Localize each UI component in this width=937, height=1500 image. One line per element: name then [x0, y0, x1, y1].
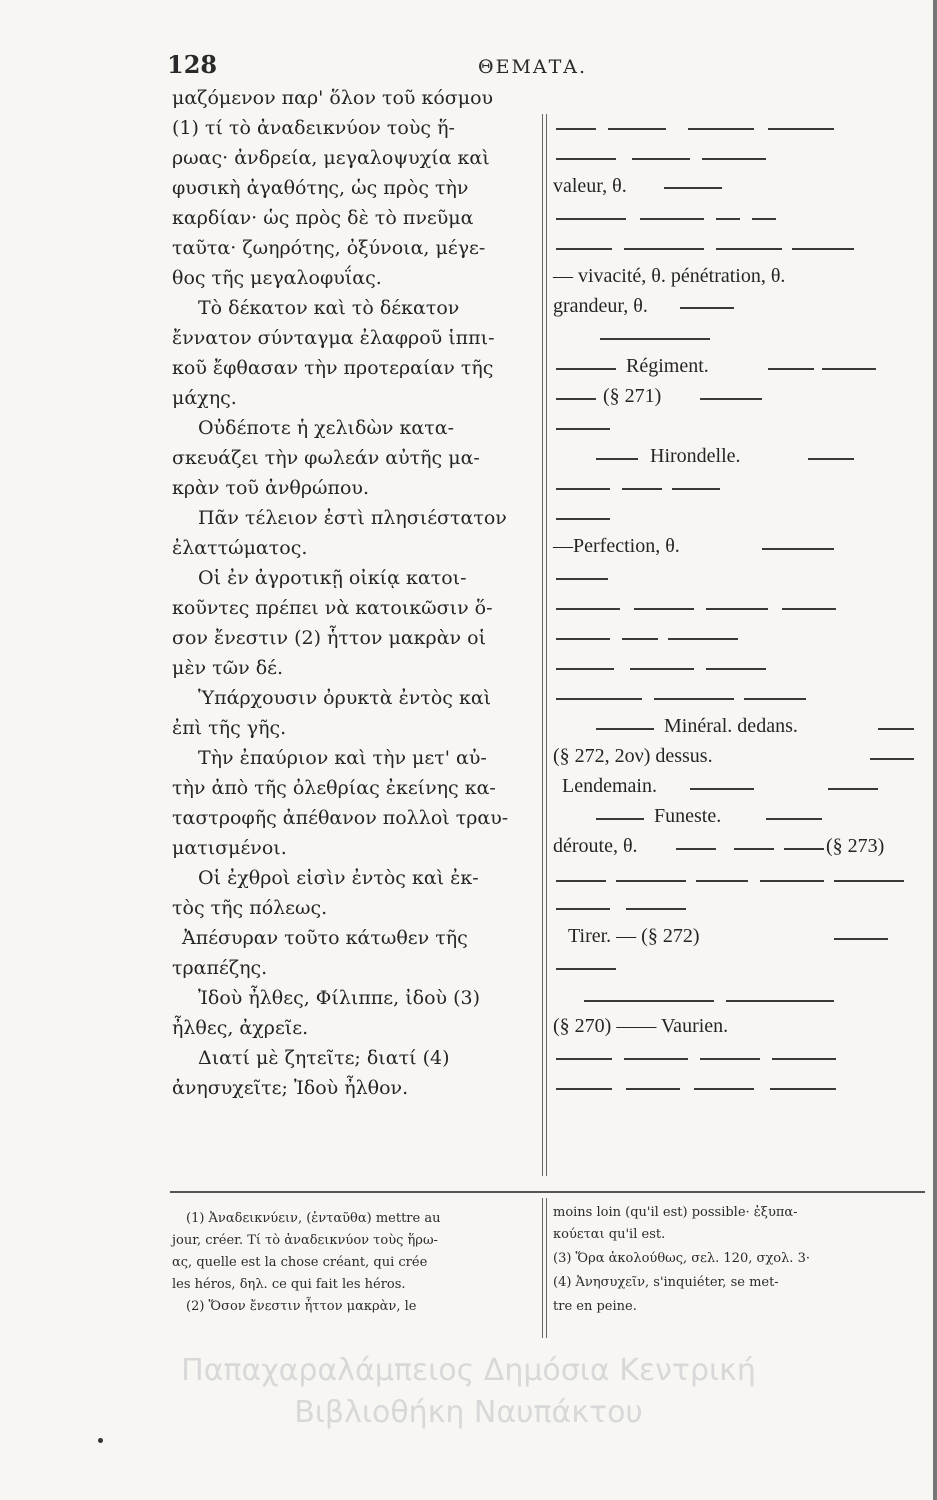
ink-dot: [98, 1438, 103, 1443]
blank-rule: [654, 698, 734, 700]
watermark-line-1: Παπαχαραλάμπειος Δημόσια Κεντρική: [181, 1353, 756, 1388]
greek-line-24: τὴν ἀπὸ τῆς ὀλεθρίας ἐκείνης κα-: [172, 777, 496, 799]
blank-rule: [624, 1058, 688, 1060]
blank-rule: [630, 668, 694, 670]
blank-rule: [556, 1058, 612, 1060]
blank-rule: [716, 218, 740, 220]
greek-line-10: κοῦ ἔφθασαν τὴν προτεραίαν τῆς: [172, 357, 494, 379]
blank-rule: [768, 128, 834, 130]
blank-rule: [664, 187, 722, 189]
blank-rule: [556, 908, 610, 910]
footnote-left-line-5: (2) Ὅσον ἔνεστιν ἧττον μακρὰν, le: [186, 1299, 417, 1314]
blank-rule: [624, 248, 704, 250]
greek-line-12: Οὐδέποτε ἡ χελιδὼν κατα-: [198, 417, 454, 439]
french-line-valeur: valeur, θ.: [553, 175, 627, 197]
greek-line-15: Πᾶν τέλειον ἐστὶ πλησιέστατον: [198, 507, 507, 529]
blank-rule: [556, 128, 596, 130]
blank-rule: [700, 398, 762, 400]
blank-rule: [596, 818, 644, 820]
greek-line-31: Ἰδοὺ ἦλθες, Φίλιππε, ἰδοὺ (3): [198, 987, 481, 1009]
blank-rule: [556, 880, 606, 882]
french-line-grandeur: grandeur, θ.: [553, 295, 648, 317]
footnote-rule: [170, 1191, 925, 1193]
blank-rule: [632, 158, 690, 160]
blank-rule: [596, 458, 638, 460]
library-watermark: [0, 1350, 937, 1434]
footnote-left-line-2: jour, créer. Τί τὸ ἀναδεικνύον τοὺς ἥρω-: [172, 1233, 438, 1248]
greek-line-26: ματισμένοι.: [172, 837, 287, 859]
greek-line-32: ἦλθες, ἀχρεῖε.: [172, 1017, 309, 1039]
blank-rule: [696, 880, 748, 882]
greek-line-7: θος τῆς μεγαλοφυΐας.: [172, 267, 382, 289]
greek-line-17: Οἱ ἐν ἀγροτικῇ οἰκίᾳ κατοι-: [198, 567, 467, 589]
greek-line-20: μὲν τῶν δέ.: [172, 657, 284, 679]
blank-rule: [690, 788, 754, 790]
greek-line-4: φυσικὴ ἀγαθότης, ὡς πρὸς τὴν: [172, 177, 469, 199]
blank-rule: [622, 638, 658, 640]
blank-rule: [828, 788, 878, 790]
page-edge: [933, 0, 937, 1500]
blank-rule: [556, 518, 610, 520]
blank-rule: [772, 1058, 836, 1060]
footnote-divider: [542, 1198, 547, 1338]
greek-line-21: Ὑπάρχουσιν ὀρυκτὰ ἐντὸς καὶ: [198, 687, 492, 709]
blank-rule: [556, 248, 612, 250]
greek-line-2: (1) τί τὸ ἀναδεικνύον τοὺς ἥ-: [172, 117, 455, 139]
greek-line-29: Ἀπέσυραν τοῦτο κάτωθεν τῆς: [182, 927, 468, 949]
blank-rule: [616, 880, 686, 882]
french-line-vaurien: (§ 270) —— Vaurien.: [553, 1015, 729, 1037]
french-line-273: (§ 273): [826, 835, 885, 857]
blank-rule: [716, 248, 782, 250]
french-line-mineral: Minéral. dedans.: [664, 715, 798, 737]
footnote-right-line-2: κούεται qu'il est.: [553, 1227, 666, 1242]
greek-line-8: Τὸ δέκατον καὶ τὸ δέκατον: [198, 297, 460, 319]
blank-rule: [706, 608, 768, 610]
column-divider: [542, 114, 547, 1176]
french-line-dessus: (§ 272, 2ον) dessus.: [553, 745, 713, 767]
blank-rule: [668, 638, 738, 640]
blank-rule: [680, 307, 734, 309]
footnote-right-line-3: (3) Ὅρα ἀκολούθως, σελ. 120, σχολ. 3·: [553, 1251, 810, 1266]
blank-rule: [556, 218, 626, 220]
blank-rule: [596, 728, 654, 730]
blank-rule: [640, 218, 704, 220]
blank-rule: [744, 698, 806, 700]
blank-rule: [808, 458, 854, 460]
greek-line-11: μάχης.: [172, 387, 237, 409]
blank-rule: [556, 158, 616, 160]
footnote-left-line-4: les héros, δηλ. ce qui fait les héros.: [172, 1277, 406, 1292]
blank-rule: [672, 488, 720, 490]
greek-line-6: ταῦτα· ζωηρότης, ὀξύνοια, μέγε-: [172, 237, 486, 259]
blank-rule: [556, 578, 608, 580]
greek-line-1: μαζόμενον παρ' ὅλον τοῦ κόσμου: [172, 87, 494, 109]
blank-rule: [706, 668, 766, 670]
blank-rule: [556, 1088, 612, 1090]
blank-rule: [702, 158, 766, 160]
blank-rule: [676, 848, 716, 850]
blank-rule: [556, 968, 616, 970]
blank-rule: [556, 638, 610, 640]
blank-rule: [626, 1088, 680, 1090]
greek-line-18: κοῦντες πρέπει νὰ κατοικῶσιν ὅ-: [172, 597, 493, 619]
blank-rule: [556, 398, 596, 400]
greek-line-5: καρδίαν· ὡς πρὸς δὲ τὸ πνεῦμα: [172, 207, 474, 229]
greek-line-30: τραπέζης.: [172, 957, 268, 979]
greek-line-16: ἐλαττώματος.: [172, 537, 308, 559]
footnote-right-line-1: moins loin (qu'il est) possible· ἐξυπα-: [553, 1205, 798, 1220]
blank-rule: [556, 668, 614, 670]
french-line-lendemain: Lendemain.: [562, 775, 657, 797]
footnote-right-line-4: (4) Ἀνησυχεῖν, s'inquiéter, se met-: [553, 1275, 779, 1290]
blank-rule: [608, 128, 666, 130]
page-title: ΘΕΜΑΤΑ.: [478, 56, 588, 78]
blank-rule: [688, 128, 754, 130]
greek-line-23: Τὴν ἐπαύριον καὶ τὴν μετ' αὐ-: [198, 747, 487, 769]
blank-rule: [622, 488, 662, 490]
greek-line-27: Οἱ ἐχθροὶ εἰσὶν ἐντὸς καὶ ἐκ-: [198, 867, 479, 889]
blank-rule: [734, 848, 774, 850]
watermark-line-2: Βιβλιοθήκη Ναυπάκτου: [294, 1395, 643, 1430]
footnote-left-line-3: ας, quelle est la chose créant, qui crée: [172, 1255, 428, 1270]
blank-rule: [694, 1088, 754, 1090]
greek-line-9: ἔννατον σύνταγμα ἐλαφροῦ ἱππι-: [172, 327, 495, 349]
blank-rule: [878, 728, 914, 730]
footnote-right-line-5: tre en peine.: [553, 1299, 637, 1314]
blank-rule: [700, 1058, 760, 1060]
blank-rule: [626, 908, 686, 910]
blank-rule: [556, 368, 616, 370]
french-line-regiment: Régiment.: [626, 355, 709, 377]
french-line-hirondelle: Hirondelle.: [650, 445, 741, 467]
blank-rule: [600, 338, 710, 340]
blank-rule: [870, 758, 914, 760]
greek-line-28: τὸς τῆς πόλεως.: [172, 897, 328, 919]
blank-rule: [762, 548, 834, 550]
blank-rule: [766, 818, 822, 820]
blank-rule: [556, 428, 610, 430]
blank-rule: [768, 368, 814, 370]
blank-rule: [782, 608, 836, 610]
french-line-vivacite: — vivacité, θ. pénétration, θ.: [553, 265, 786, 287]
greek-line-3: ρωας· ἀνδρεία, μεγαλοψυχία καὶ: [172, 147, 490, 169]
greek-line-34: ἀνησυχεῖτε; Ἰδοὺ ἦλθον.: [172, 1077, 409, 1099]
french-line-perfection: —Perfection, θ.: [553, 535, 680, 557]
blank-rule: [556, 608, 620, 610]
blank-rule: [792, 248, 854, 250]
footnote-left-line-1: (1) Ἀναδεικνύειν, (ἐνταῦθα) mettre au: [186, 1211, 441, 1226]
greek-line-13: σκευάζει τὴν φωλεάν αὐτῆς μα-: [172, 447, 480, 469]
greek-line-33: Διατί μὲ ζητεῖτε; διατί (4): [198, 1047, 450, 1069]
french-line-funeste: Funeste.: [654, 805, 722, 827]
blank-rule: [634, 608, 694, 610]
blank-rule: [556, 488, 610, 490]
french-line-deroute: déroute, θ.: [553, 835, 638, 857]
greek-line-19: σον ἔνεστιν (2) ἧττον μακρὰν οἱ: [172, 627, 487, 649]
greek-line-14: κρὰν τοῦ ἀνθρώπου.: [172, 477, 370, 499]
blank-rule: [556, 698, 642, 700]
greek-line-25: ταστροφῆς ἀπέθανον πολλοὶ τραυ-: [172, 807, 509, 829]
french-line-tirer: Tirer. — (§ 272): [568, 925, 700, 947]
blank-rule: [822, 368, 876, 370]
blank-rule: [752, 218, 776, 220]
blank-rule: [834, 938, 888, 940]
greek-line-22: ἐπὶ τῆς γῆς.: [172, 717, 287, 739]
page-number: 128: [167, 50, 218, 79]
blank-rule: [584, 1000, 714, 1002]
blank-rule: [760, 880, 824, 882]
french-line-271: (§ 271): [603, 385, 662, 407]
blank-rule: [726, 1000, 834, 1002]
blank-rule: [784, 848, 824, 850]
blank-rule: [770, 1088, 836, 1090]
blank-rule: [834, 880, 904, 882]
